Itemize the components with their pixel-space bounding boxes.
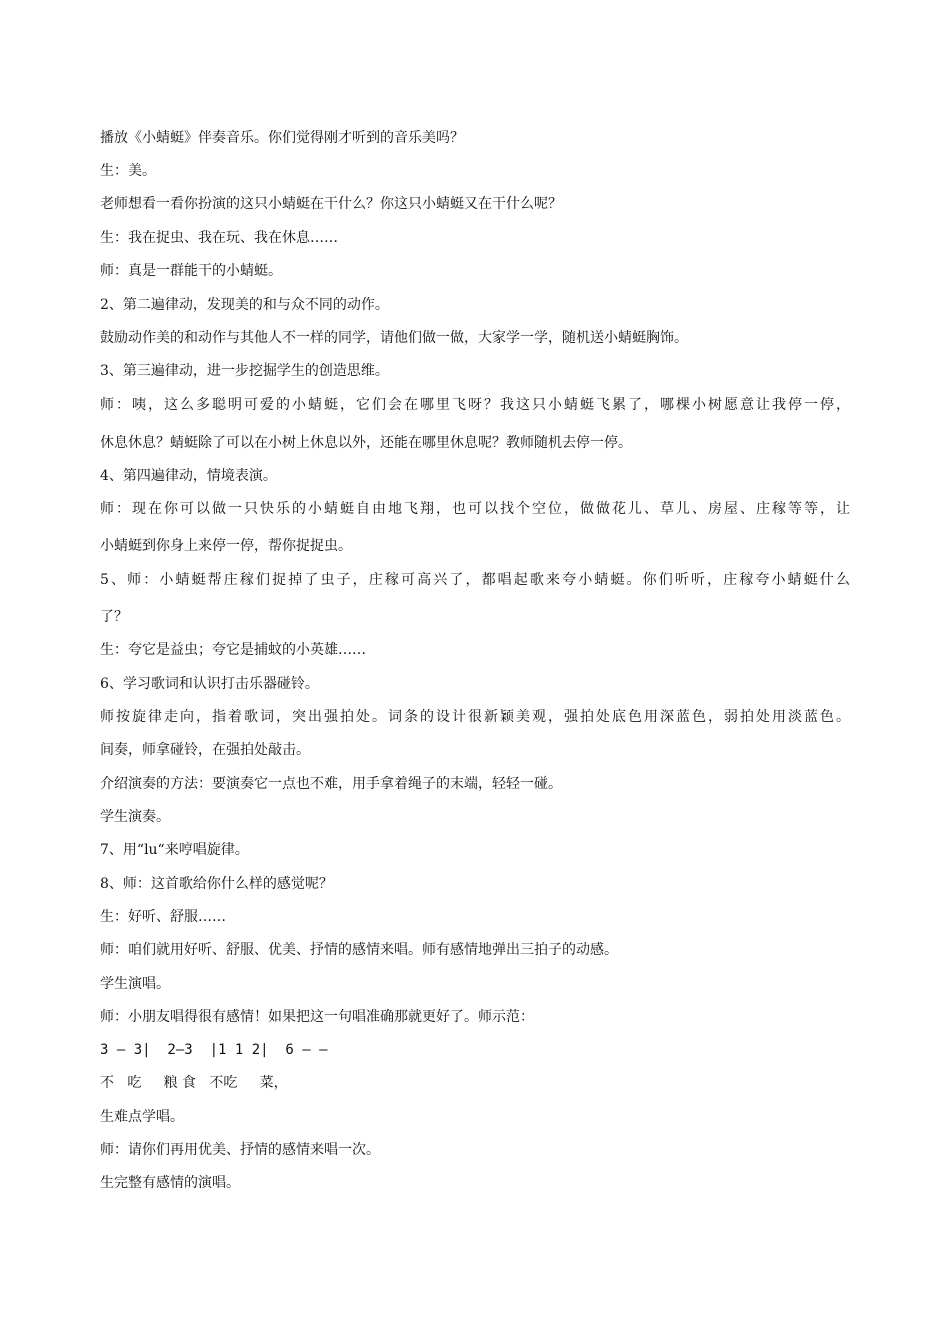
paragraph-line: 老师想看一看你扮演的这只小蜻蜓在干什么？你这只小蜻蜓又在干什么呢？ xyxy=(100,196,562,212)
paragraph-line: 2、第二遍律动，发现美的和与众不同的动作。 xyxy=(100,297,389,313)
paragraph-line: 4、第四遍律动，情境表演。 xyxy=(100,468,277,484)
paragraph-line: 生：美。 xyxy=(100,163,156,179)
paragraph-line: 师：咱们就用好听、舒服、优美、抒情的感情来唱。师有感情地弹出三拍子的动感。 xyxy=(100,942,618,958)
jianpu-notation-line: 3 — 3| 2—3 |1 1 2| 6 — — xyxy=(100,1042,328,1058)
paragraph-line: 间奏，师拿碰铃，在强拍处敲击。 xyxy=(100,742,310,758)
paragraph-line: 3、第三遍律动，进一步挖掘学生的创造思维。 xyxy=(100,363,389,379)
paragraph-line: 生：好听、舒服…… xyxy=(100,909,226,925)
paragraph-line: 师按旋律走向，指着歌词，突出强拍处。词条的设计很新颖美观，强拍处底色用深蓝色，弱拍处用淡蓝色。 xyxy=(100,709,850,725)
paragraph-line: 5、师：小蜻蜓帮庄稼们捉掉了虫子，庄稼可高兴了，都唱起歌来夸小蜻蜓。你们听听，庄稼夸小蜻蜓什么 xyxy=(100,572,850,588)
paragraph-line: 生完整有感情的演唱。 xyxy=(100,1175,240,1191)
paragraph-line: 了？ xyxy=(100,609,128,625)
paragraph-line: 7、用“lu“来哼唱旋律。 xyxy=(100,842,249,858)
paragraph-line: 师：现在你可以做一只快乐的小蜻蜓自由地飞翔，也可以找个空位，做做花儿、草儿、房屋、庄稼等等，让 xyxy=(100,501,850,517)
paragraph-line: 师：咦，这么多聪明可爱的小蜻蜓，它们会在哪里飞呀？我这只小蜻蜓飞累了，哪棵小树愿意让我停一停， xyxy=(100,397,850,413)
paragraph-line: 学生演唱。 xyxy=(100,976,170,992)
paragraph-line: 休息休息？蜻蜓除了可以在小树上休息以外，还能在哪里休息呢？教师随机去停一停。 xyxy=(100,435,632,451)
paragraph-line: 生：夸它是益虫；夸它是捕蚊的小英雄…… xyxy=(100,642,366,658)
paragraph-line: 介绍演奏的方法：要演奏它一点也不难，用手拿着绳子的末端，轻轻一碰。 xyxy=(100,776,562,792)
paragraph-line: 师：真是一群能干的小蜻蜓。 xyxy=(100,263,282,279)
paragraph-line: 生难点学唱。 xyxy=(100,1109,184,1125)
paragraph-line: 学生演奏。 xyxy=(100,809,170,825)
paragraph-line: 师：小朋友唱得很有感情！如果把这一句唱准确那就更好了。师示范： xyxy=(100,1009,534,1025)
paragraph-line: 6、学习歌词和认识打击乐器碰铃。 xyxy=(100,676,319,692)
paragraph-line: 师：请你们再用优美、抒情的感情来唱一次。 xyxy=(100,1142,380,1158)
paragraph-line: 播放《小蜻蜓》伴奏音乐。你们觉得刚才听到的音乐美吗？ xyxy=(100,130,464,146)
paragraph-line: 8、师：这首歌给你什么样的感觉呢？ xyxy=(100,876,333,892)
paragraph-line: 生：我在捉虫、我在玩、我在休息…… xyxy=(100,230,338,246)
paragraph-line: 小蜻蜓到你身上来停一停，帮你捉捉虫。 xyxy=(100,538,352,554)
lyrics-line: 不 吃 粮 食 不吃 菜， xyxy=(100,1075,288,1091)
paragraph-line: 鼓励动作美的和动作与其他人不一样的同学，请他们做一做，大家学一学，随机送小蜻蜓胸饰。 xyxy=(100,330,688,346)
